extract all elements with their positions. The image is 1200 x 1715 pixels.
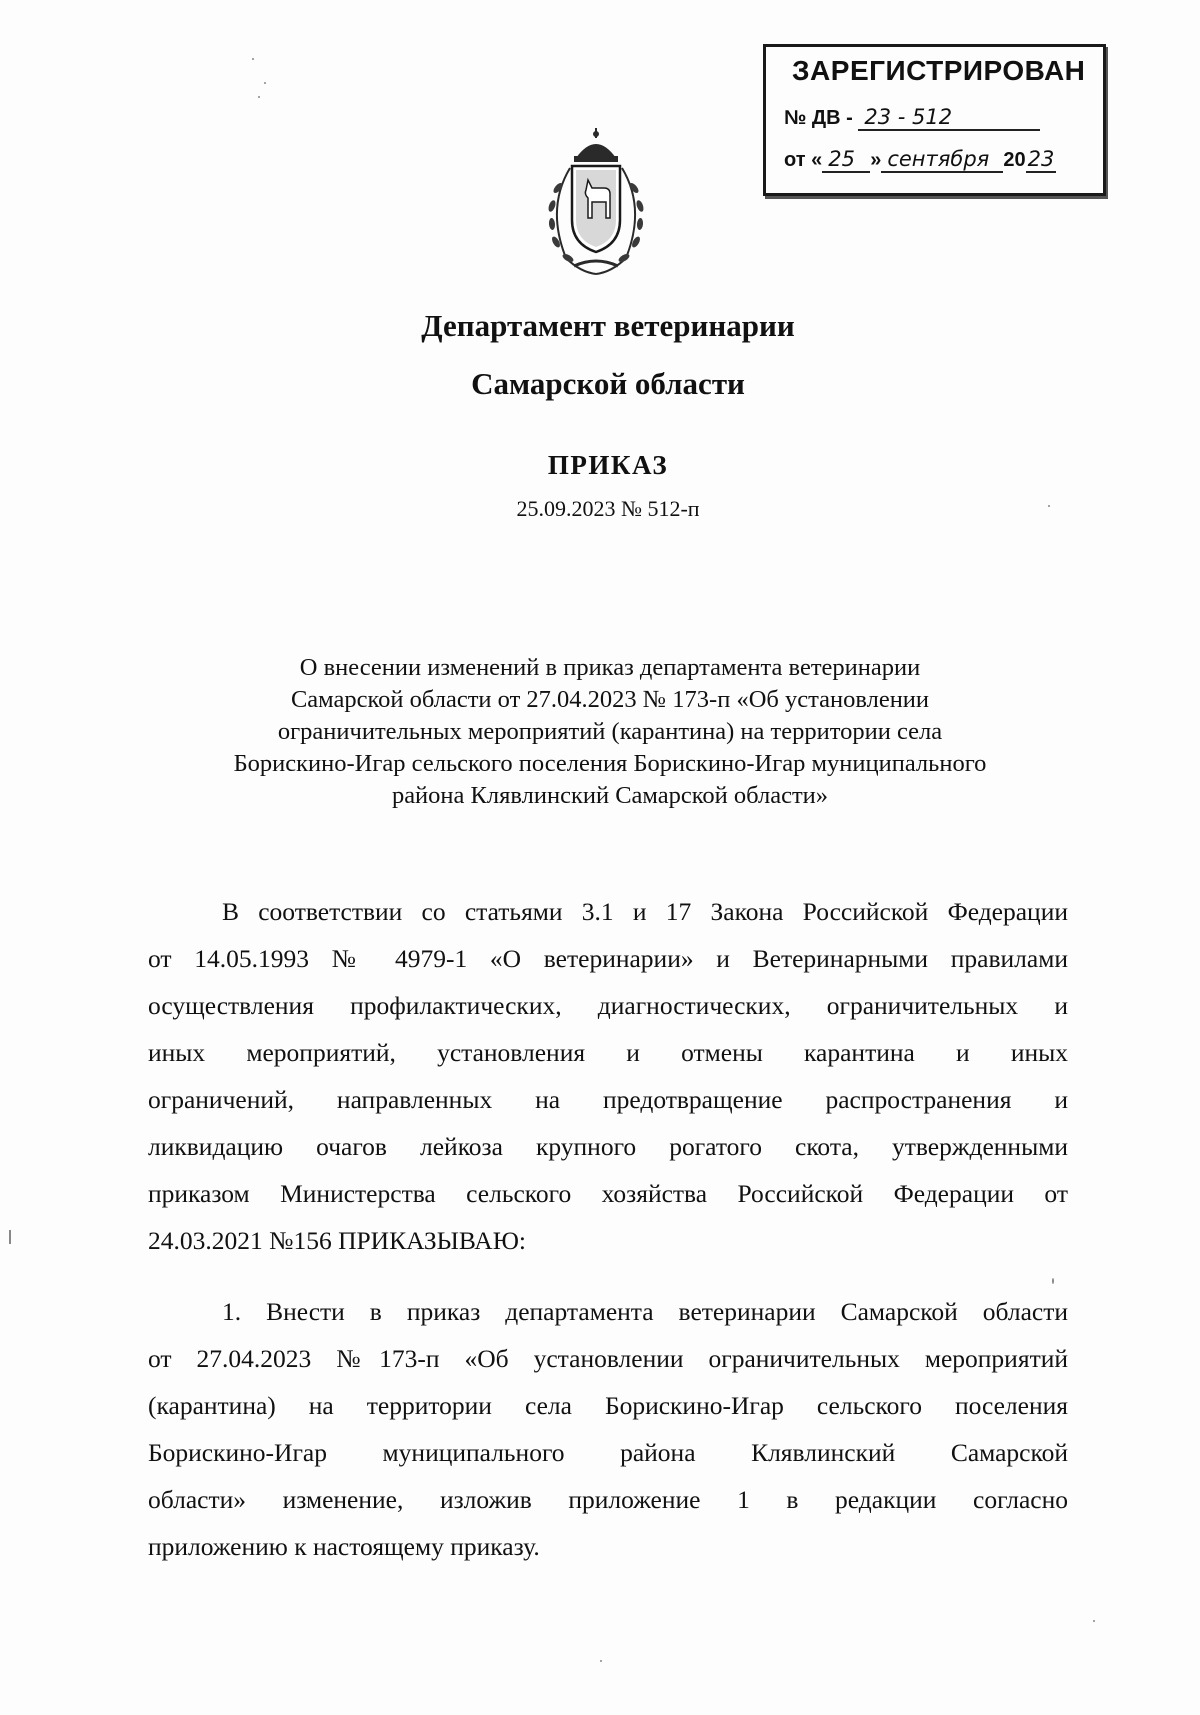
stamp-date-mid: »	[870, 149, 882, 171]
stamp-year-handwritten: 23	[1027, 147, 1055, 171]
order-title: ПРИКАЗ	[547, 450, 669, 480]
paragraph-line: В соответствии со статьями 3.1 и 17 Закона Российской Федерации	[222, 897, 1068, 926]
scan-speck	[1048, 505, 1050, 507]
paragraph-line: приложению к настоящему приказу.	[148, 1532, 540, 1561]
paragraph-line: 24.03.2021 №156 ПРИКАЗЫВАЮ:	[148, 1226, 527, 1255]
stamp-title: ЗАРЕГИСТРИРОВАН	[792, 55, 1086, 86]
stamp-date-prefix: от «	[784, 149, 823, 171]
paragraph-line: от 14.05.1993 № 4979-1 «О ветеринарии» и Ветеринарными правилами	[148, 944, 1068, 973]
stamp-month-handwritten: сентября	[881, 147, 1003, 173]
subject-line: ограничительных мероприятий (карантина) на территории села	[277, 718, 943, 745]
preamble-paragraph	[148, 888, 1068, 1264]
samara-coat-of-arms-icon	[540, 128, 652, 278]
scan-speck	[600, 1660, 602, 1662]
department-name-line1: Департамент ветеринарии	[421, 308, 795, 343]
scan-speck	[264, 82, 266, 84]
paragraph-line: иных мероприятий, установления и отмены карантина и иных	[148, 1038, 1068, 1067]
paragraph-line: ликвидацию очагов лейкоза крупного рогатого скота, утвержденными	[148, 1132, 1068, 1161]
scan-speck	[252, 58, 254, 60]
scan-speck	[258, 96, 260, 98]
order-subject	[160, 652, 1060, 812]
stamp-number-line	[784, 105, 1040, 131]
paragraph-line: приказом Министерства сельского хозяйства Российской Федерации от	[148, 1179, 1068, 1208]
paragraph-line: Борискино-Игар муниципального района Клявлинский Самарской	[148, 1438, 1068, 1467]
subject-line: Самарской области от 27.04.2023 № 173-п «Об установлении	[290, 686, 930, 713]
stamp-day-handwritten: 25	[822, 147, 870, 173]
scan-speck	[9, 1230, 11, 1244]
paragraph-line: (карантина) на территории села Борискино-Игар сельского поселения	[148, 1391, 1068, 1420]
paragraph-line: 1. Внести в приказ департамента ветеринарии Самарской области	[222, 1297, 1068, 1326]
subject-line: О внесении изменений в приказ департамента ветеринарии	[299, 654, 921, 681]
department-name-line2: Самарской области	[471, 366, 745, 401]
stamp-year-printed: 20	[1003, 149, 1026, 171]
subject-line: района Клявлинский Самарской области»	[391, 782, 829, 809]
stamp-number-handwritten: 23 - 512	[858, 105, 1040, 131]
order-item-1	[148, 1288, 1068, 1570]
scan-speck	[1052, 1278, 1054, 1284]
stamp-number-prefix: № ДВ -	[784, 107, 853, 129]
stamp-date-line	[784, 147, 1056, 173]
order-date-number: 25.09.2023 № 512-п	[516, 496, 700, 521]
subject-line: Борискино-Игар сельского поселения Борискино-Игар муниципального	[233, 750, 987, 777]
paragraph-line: осуществления профилактических, диагностических, ограничительных и	[148, 991, 1068, 1020]
paragraph-line: области» изменение, изложив приложение 1 в редакции согласно	[148, 1485, 1068, 1514]
paragraph-line: ограничений, направленных на предотвращение распространения и	[148, 1085, 1068, 1114]
scan-speck	[1093, 1620, 1095, 1622]
registration-stamp	[763, 44, 1106, 196]
paragraph-line: от 27.04.2023 №173-п «Об установлении ограничительных мероприятий	[148, 1344, 1068, 1373]
